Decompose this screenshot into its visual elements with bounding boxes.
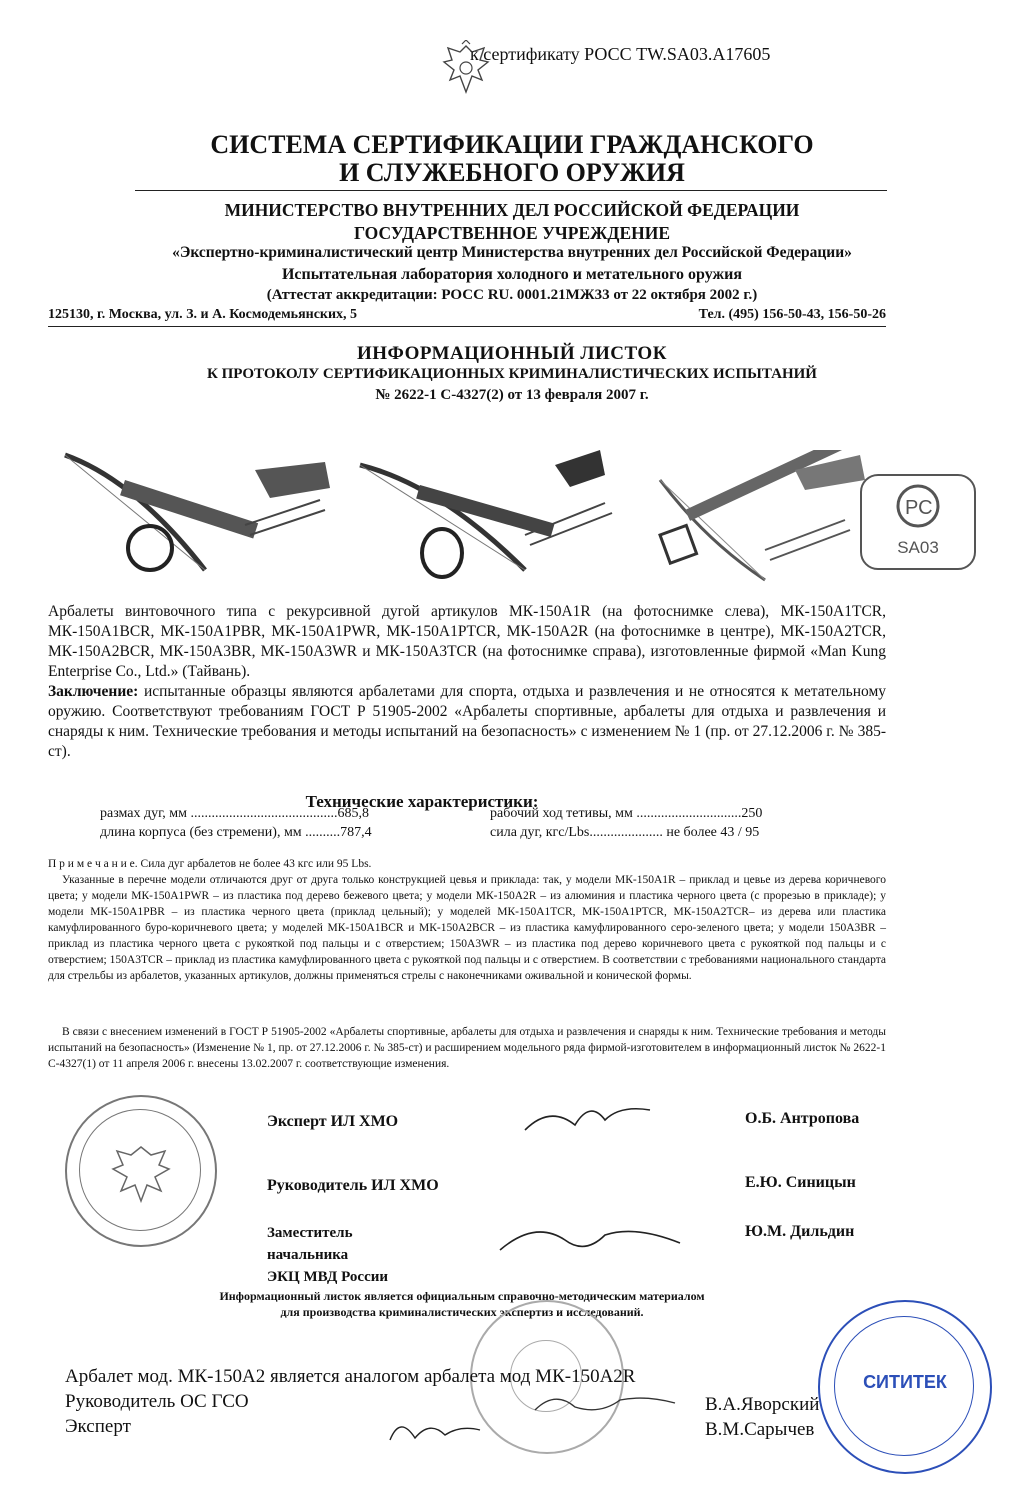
- stamp-left: [65, 1095, 217, 1247]
- note-first-line: [48, 856, 886, 872]
- note-label: П р и м е ч а н и е.: [48, 858, 138, 870]
- conclusion-label: Заключение:: [48, 683, 139, 700]
- system-title-line-2: И СЛУЖЕБНОГО ОРУЖИЯ: [339, 158, 685, 187]
- institution-type: ГОСУДАРСТВЕННОЕ УЧРЕЖДЕНИЕ: [353, 223, 671, 243]
- address-divider: [48, 326, 886, 327]
- certificate-reference: к сертификату РОСС TW.SA03.A17605: [470, 44, 771, 64]
- signature-name-deputy: Ю.М. Дильдин: [745, 1223, 855, 1240]
- document-subtitle: К ПРОТОКОЛУ СЕРТИФИКАЦИОННЫХ КРИМИНАЛИСТИЧЕСКИХ ИСПЫТАНИЙ: [207, 366, 817, 382]
- signature-name-expert: О.Б. Антропова: [745, 1110, 860, 1127]
- expert-name: В.М.Сарычев: [705, 1419, 815, 1440]
- note-first: Сила дуг арбалетов не более 43 кгс или 95 Lbs.: [140, 858, 372, 870]
- center-name: «Экспертно-криминалистический центр Министерства внутренних дел Российской Федерации»: [172, 244, 852, 261]
- spec-draw: сила дуг, кгс/Lbs..................... не более 43 / 95: [490, 825, 760, 840]
- analog-statement: Арбалет мод. МК-150А2 является аналогом арбалета мод МК-150А2R: [65, 1366, 636, 1387]
- lab-name: Испытательная лаборатория холодного и метательного оружия: [281, 266, 742, 283]
- expert-label: Эксперт: [65, 1416, 131, 1437]
- system-title-line-1: СИСТЕМА СЕРТИФИКАЦИИ ГРАЖДАНСКОГО: [210, 130, 814, 159]
- note-body: Указанные в перечне модели отличаются друг от друга только конструкцией цевья и приклада: так, у модели МК-150A1R – приклад и цевье из дерева коричневого цвета; у модели МК-150A1PWR – из пластика под дерево бежевого цвета; у модели МК-150A2R – из алюминия и пластика черного цвета (с прорезью в прикладе); у модели МК-150A1PBR – из пластика черного цвета (приклад цельный); у моделей МК-150A1TCR, МК-150A1PTCR, МК-150A2TCR– из дерева или пластика камуфлированного буро-коричневого цвета; у моделей МК-150A1BCR и МК-150A2BCR – из пластика камуфлированного серо-зеленого цвета; у модели 150A3BR –приклад из пластика черного цвета с рукояткой под пальцы и с отверстием; 150A3WR – из пластика под дерево коричневого цвета с рукояткой под пальцы и с отверстием; 150A3TCR – приклад из пластика камуфлированного цвета с рукояткой под пальцы и с отверстием. В соответствии с требованиями национального стандарта для стрельбы из арбалетов, указанных артикулов, должны применяться стрелы с наконечниками оживальной и конической формы.: [48, 874, 886, 982]
- rst-code: SA03: [897, 538, 939, 557]
- signature-deputy-icon: [495, 1215, 685, 1265]
- stamp-right: [818, 1300, 992, 1474]
- stamp-right-text: СИТИТЕК: [863, 1372, 947, 1392]
- description-paragraph: Арбалеты винтовочного типа с рекурсивной дугой артикулов МК-150A1R (на фотоснимке слева), МК-150A1TCR, МК-150A1BCR, МК-150A1PBR, МК-150A1PWR, МК-150A1PTCR, МК-150A2R (на фотоснимке в центре), МК-150A2TCR, МК-150A2BCR, МК-150A3BR, МК-150A3WR и МК-150A3TCR (на фотоснимке справа), изготовленные фирмой «Man Kung Enterprise Co., Ltd.» (Тайвань).: [48, 603, 886, 680]
- conclusion-paragraph: [48, 682, 886, 762]
- spec-length: длина корпуса (без стремени), мм ..........787,4: [100, 825, 372, 840]
- os-gso-head-name: В.А.Яворский: [705, 1394, 820, 1415]
- spec-span: размах дуг, мм ..........................................685,8: [100, 806, 370, 821]
- crossbow-photo-center: [350, 445, 630, 595]
- rst-certification-mark: [860, 474, 976, 570]
- signature-expert-bottom-icon: [385, 1410, 485, 1450]
- phone: Тел. (495) 156-50-43, 156-50-26: [698, 307, 886, 322]
- header-divider: [135, 190, 887, 191]
- conclusion-text: испытанные образцы являются арбалетами для спорта, отдыха и развлечения и не относятся к метательному оружию. Соответствуют требованиям ГОСТ Р 51905-2002 «Арбалеты спортивные, арбалеты для отдыха и развлечения и снаряды к ним. Технические требования и методы испытаний на безопасность» с изменением № 1 (пр. от 27.12.2006 г. № 385-ст).: [48, 683, 886, 760]
- signature-role-expert: Эксперт ИЛ ХМО: [267, 1113, 399, 1130]
- address-row: [48, 307, 886, 323]
- crossbow-photo-right: [645, 450, 875, 590]
- signature-os-head-icon: [530, 1385, 680, 1420]
- ministry-name: МИНИСТЕРСТВО ВНУТРЕННИХ ДЕЛ РОССИЙСКОЙ ФЕДЕРАЦИИ: [224, 200, 800, 220]
- accreditation: (Аттестат аккредитации: РОСС RU. 0001.21МЖ33 от 22 октября 2002 г.): [266, 287, 758, 303]
- footer-note-line-1: Информационный листок является официальным справочно-методическим материалом: [219, 1289, 705, 1303]
- signature-name-head: Е.Ю. Синицын: [745, 1174, 856, 1191]
- specs-title: Технические характеристики:: [305, 792, 539, 811]
- signature-expert-icon: [520, 1095, 660, 1140]
- stamp-eagle-icon: [67, 1097, 215, 1245]
- signature-role-head: Руководитель ИЛ ХМО: [267, 1177, 439, 1194]
- signature-role-deputy: Заместитель начальника ЭКЦ МВД России: [267, 1225, 389, 1285]
- footer-note-line-2: для производства криминалистических экспертиз и исследований.: [280, 1305, 644, 1319]
- rst-logo-icon: [862, 476, 974, 536]
- crossbow-photo-left: [55, 440, 335, 590]
- address: 125130, г. Москва, ул. З. и А. Космодемьянских, 5: [48, 307, 358, 322]
- document-number: № 2622-1 С-4327(2) от 13 февраля 2007 г.: [375, 387, 649, 403]
- spec-stroke: рабочий ход тетивы, мм ..............................250: [490, 806, 763, 821]
- document-title: ИНФОРМАЦИОННЫЙ ЛИСТОК: [356, 343, 667, 364]
- svg-text:РС: РС: [905, 497, 933, 519]
- note-change: В связи с внесением изменений в ГОСТ Р 51905-2002 «Арбалеты спортивные, арбалеты для отдыха и развлечения и снаряды к ним. Технические требования и методы испытаний на безопасность» (Изменение № 1, пр. от 27.12.2006 г. № 385-ст) и расширением модельного ряда фирмой-изготовителем в информационный листок № 2622-1 С-4327(1) от 11 апреля 2006 г. внесены 13.02.2007 г. соответствующие изменения.: [48, 1026, 886, 1070]
- os-gso-head-label: Руководитель ОС ГСО: [65, 1391, 249, 1412]
